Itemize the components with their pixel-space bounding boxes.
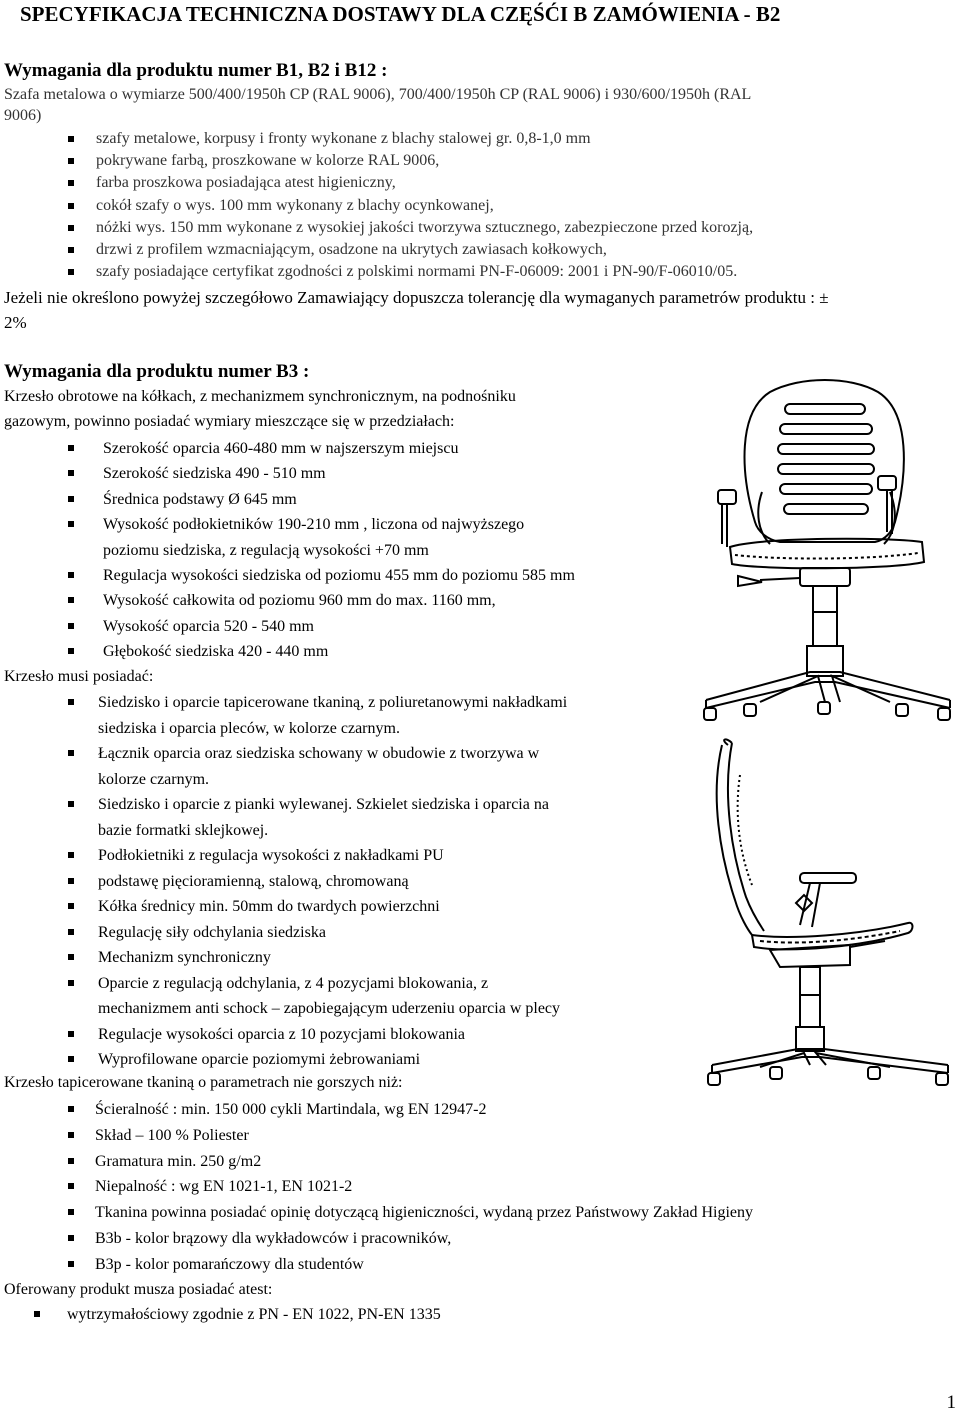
list-item: Szerokość siedziska 490 - 510 mm bbox=[68, 461, 575, 486]
list-item: Głębokość siedziska 420 - 440 mm bbox=[68, 639, 575, 664]
list-item: Regulację siły odchylania siedziska bbox=[68, 920, 567, 946]
list-item: Szerokość oparcia 460-480 mm w najszerszym miejscu bbox=[68, 436, 575, 461]
list-item: szafy posiadające certyfikat zgodności z polskimi normami PN-F-06009: 2001 i PN-90/F-06010/05. bbox=[68, 261, 753, 283]
list-item: Wysokość oparcia 520 - 540 mm bbox=[68, 614, 575, 639]
page-title: SPECYFIKACJA TECHNICZNA DOSTAWY DLA CZĘŚĆI B ZAMÓWIENIA - B2 bbox=[20, 2, 781, 26]
list-item: Kółka średnicy min. 50mm do twardych powierzchni bbox=[68, 894, 567, 920]
fabric-label: Krzesło tapicerowane tkaniną o parametrach nie gorszych niż: bbox=[4, 1074, 403, 1091]
section-heading-b3: Wymagania dla produktu numer B3 : bbox=[4, 361, 310, 382]
list-item: B3p - kolor pomarańczowy dla studentów bbox=[68, 1252, 753, 1278]
must-have-label: Krzesło musi posiadać: bbox=[4, 668, 154, 685]
list-item-continuation: siedziska i oparcia pleców, w kolorze czarnym. bbox=[98, 719, 400, 737]
list-item: cokół szafy o wys. 100 mm wykonany z blachy ocynkowanej, bbox=[68, 195, 753, 217]
list-item: wytrzymałościowy zgodnie z PN - EN 1022, PN-EN 1335 bbox=[34, 1302, 441, 1328]
list-item: Niepalność : wg EN 1021-1, EN 1021-2 bbox=[68, 1174, 753, 1200]
tolerance-line2: 2% bbox=[4, 313, 27, 332]
section2-intro-line1: Krzesło obrotowe na kółkach, z mechanizmem synchronicznym, na podnośniku bbox=[4, 388, 516, 405]
list-item-continuation: mechanizmem anti schock – zapobiegającym uderzeniu oparcia w plecy bbox=[98, 1000, 561, 1017]
list-item-continuation: kolorze czarnym. bbox=[98, 770, 210, 788]
list-item: Skład – 100 % Poliester bbox=[68, 1123, 753, 1149]
cabinet-requirements-list bbox=[68, 128, 753, 283]
list-item: Siedzisko i oparcie z pianki wylewanej. Szkielet siedziska i oparcia na bbox=[68, 792, 567, 818]
page-number: 1 bbox=[946, 1392, 956, 1413]
chair-side-view-drawing bbox=[700, 735, 956, 1090]
list-item: szafy metalowe, korpusy i fronty wykonane z blachy stalowej gr. 0,8-1,0 mm bbox=[68, 128, 753, 150]
section1-intro-line1: Szafa metalowa o wymiarze 500/400/1950h CP (RAL 9006), 700/400/1950h CP (RAL 9006) i 930/600/1950h (RAL bbox=[4, 86, 752, 103]
list-item: Wyprofilowane oparcie poziomymi żebrowaniami bbox=[68, 1047, 567, 1073]
section1-intro-line2: 9006) bbox=[4, 107, 42, 124]
list-item: Wysokość podłokietników 190-210 mm , liczona od najwyższego bbox=[68, 512, 575, 537]
list-item: Średnica podstawy Ø 645 mm bbox=[68, 487, 575, 512]
list-item: Tkanina powinna posiadać opinię dotyczącą higieniczności, wydaną przez Państwowy Zakład Higieny bbox=[68, 1200, 753, 1226]
certificate-label: Oferowany produkt musza posiadać atest: bbox=[4, 1281, 273, 1298]
list-item: Podłokietniki z regulacja wysokości z nakładkami PU bbox=[68, 843, 567, 869]
list-item: Gramatura min. 250 g/m2 bbox=[68, 1149, 753, 1175]
tolerance-line1: Jeżeli nie określono powyżej szczegółowo Zamawiający dopuszcza tolerancję dla wymaganych parametrów produktu : ± bbox=[4, 288, 829, 307]
list-item: Regulacja wysokości siedziska od poziomu 455 mm do poziomu 585 mm bbox=[68, 563, 575, 588]
list-item: B3b - kolor brązowy dla wykładowców i pracowników, bbox=[68, 1226, 753, 1252]
chair-front-view-drawing bbox=[700, 372, 956, 724]
certificates-list bbox=[34, 1302, 441, 1328]
list-item: Oparcie z regulacją odchylania, z 4 pozycjami blokowania, z bbox=[68, 971, 567, 997]
chair-dimensions-list bbox=[68, 436, 575, 665]
list-item: farba proszkowa posiadająca atest higieniczny, bbox=[68, 172, 753, 194]
list-item: Siedzisko i oparcie tapicerowane tkaniną, z poliuretanowymi nakładkami bbox=[68, 690, 567, 716]
chair-features-list bbox=[68, 690, 567, 1073]
list-item: Łącznik oparcia oraz siedziska schowany w obudowie z tworzywa w bbox=[68, 741, 567, 767]
section2-intro-line2: gazowym, powinno posiadać wymiary mieszczące się w przedziałach: bbox=[4, 413, 455, 430]
list-item: Ścieralność : min. 150 000 cykli Martindala, wg EN 12947-2 bbox=[68, 1097, 753, 1123]
list-item: pokrywane farbą, proszkowane w kolorze RAL 9006, bbox=[68, 150, 753, 172]
list-item: Wysokość całkowita od poziomu 960 mm do max. 1160 mm, bbox=[68, 588, 575, 613]
list-item: podstawę pięcioramienną, stalową, chromowaną bbox=[68, 869, 567, 895]
fabric-parameters-list bbox=[68, 1097, 753, 1278]
list-item: nóżki wys. 150 mm wykonane z wysokiej jakości tworzywa sztucznego, zabezpieczone przed korozją, bbox=[68, 217, 753, 239]
list-item-continuation: poziomu siedziska, z regulacją wysokości +70 mm bbox=[103, 541, 429, 559]
list-item-continuation: bazie formatki sklejkowej. bbox=[98, 821, 269, 839]
list-item: Regulacje wysokości oparcia z 10 pozycjami blokowania bbox=[68, 1022, 567, 1048]
list-item: drzwi z profilem wzmacniającym, osadzone na ukrytych zawiasach kołkowych, bbox=[68, 239, 753, 261]
section-heading-b1: Wymagania dla produktu numer B1, B2 i B12 : bbox=[4, 60, 388, 81]
list-item: Mechanizm synchroniczny bbox=[68, 945, 567, 971]
